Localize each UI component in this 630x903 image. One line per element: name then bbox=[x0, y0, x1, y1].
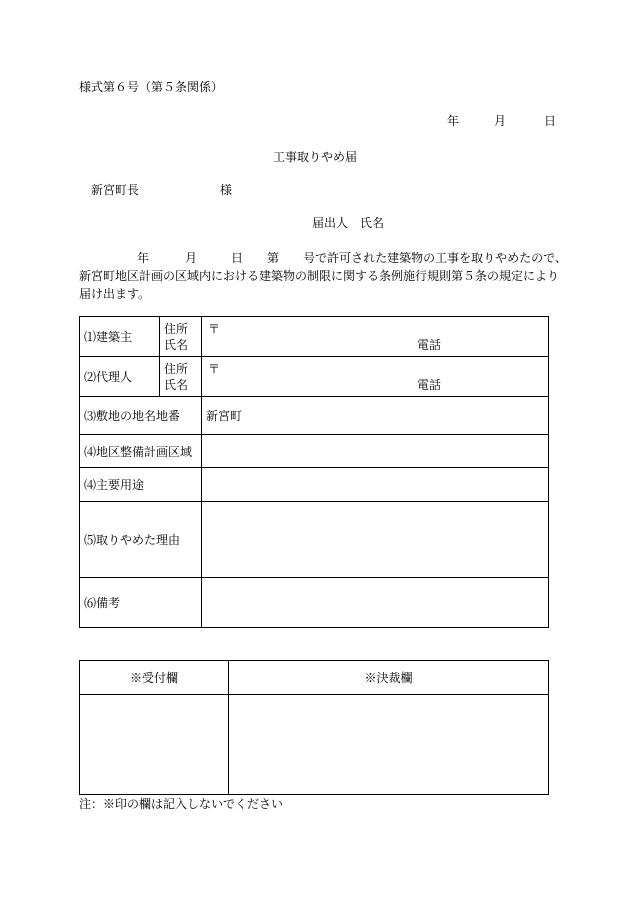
document-title: 工事取りやめ届 bbox=[272, 150, 357, 164]
body-line-1 bbox=[79, 249, 567, 267]
remarks-field[interactable] bbox=[202, 578, 549, 628]
body-no: 第 bbox=[267, 251, 280, 265]
owner-name-label: 氏名 bbox=[164, 337, 189, 352]
body-text bbox=[79, 249, 567, 303]
body-day: 日 bbox=[231, 251, 244, 265]
agent-name-label: 氏名 bbox=[164, 377, 189, 392]
date-day: 日 bbox=[544, 114, 557, 128]
district-label: ⑷地区整備計画区域 bbox=[80, 435, 202, 468]
date-year: 年 bbox=[447, 114, 460, 128]
body-month: 月 bbox=[185, 251, 198, 265]
body-year: 年 bbox=[137, 251, 150, 265]
reason-row bbox=[80, 502, 549, 578]
owner-address-label: 住所 bbox=[164, 321, 189, 336]
owner-tel-label: 電話 bbox=[417, 338, 442, 352]
office-use-table bbox=[79, 660, 549, 795]
body-line-1-tail: 号で許可された建築物の工事を取りやめたので、 bbox=[303, 251, 567, 265]
reception-label: ※受付欄 bbox=[80, 661, 229, 695]
district-row bbox=[80, 435, 549, 468]
agent-details-field[interactable] bbox=[202, 357, 549, 397]
agent-row bbox=[80, 357, 549, 397]
application-table bbox=[79, 316, 549, 628]
agent-tel-label: 電話 bbox=[417, 378, 442, 392]
agent-address-name-labels bbox=[160, 357, 202, 397]
agent-postal-mark: 〒 bbox=[208, 362, 221, 376]
agent-address-label: 住所 bbox=[164, 361, 189, 376]
office-header-row bbox=[80, 661, 549, 695]
applicant-name-label: 届出人 氏名 bbox=[312, 216, 385, 230]
use-row bbox=[80, 468, 549, 502]
reason-label: ⑸取りやめた理由 bbox=[80, 502, 202, 578]
owner-postal-mark: 〒 bbox=[208, 322, 221, 336]
use-label: ⑷主要用途 bbox=[80, 468, 202, 502]
addressee: 新宮町長 bbox=[91, 183, 140, 197]
remarks-row bbox=[80, 578, 549, 628]
agent-label: ⑵代理人 bbox=[80, 357, 160, 397]
office-body-row bbox=[80, 695, 549, 795]
owner-label: ⑴建築主 bbox=[80, 317, 160, 357]
owner-address-name-labels bbox=[160, 317, 202, 357]
district-field[interactable] bbox=[202, 435, 549, 468]
date-line bbox=[447, 114, 556, 128]
form-number: 様式第６号（第５条関係） bbox=[79, 80, 224, 94]
owner-details-field[interactable] bbox=[202, 317, 549, 357]
date-month: 月 bbox=[494, 114, 507, 128]
site-field[interactable]: 新宮町 bbox=[202, 397, 549, 435]
site-label: ⑶敷地の地名地番 bbox=[80, 397, 202, 435]
body-line-3: 届け出ます。 bbox=[79, 287, 151, 301]
body-line-2: 新宮町地区計画の区域内における建築物の制限に関する条例施行規則第５条の規定により bbox=[79, 269, 560, 283]
decision-label: ※決裁欄 bbox=[229, 661, 549, 695]
remarks-label: ⑹備考 bbox=[80, 578, 202, 628]
site-row bbox=[80, 397, 549, 435]
use-field[interactable] bbox=[202, 468, 549, 502]
decision-box bbox=[229, 695, 549, 795]
reason-field[interactable] bbox=[202, 502, 549, 578]
footer-note: 注：※印の欄は記入しないでください bbox=[79, 797, 284, 811]
reception-box bbox=[80, 695, 229, 795]
owner-row bbox=[80, 317, 549, 357]
addressee-suffix: 様 bbox=[220, 183, 233, 197]
